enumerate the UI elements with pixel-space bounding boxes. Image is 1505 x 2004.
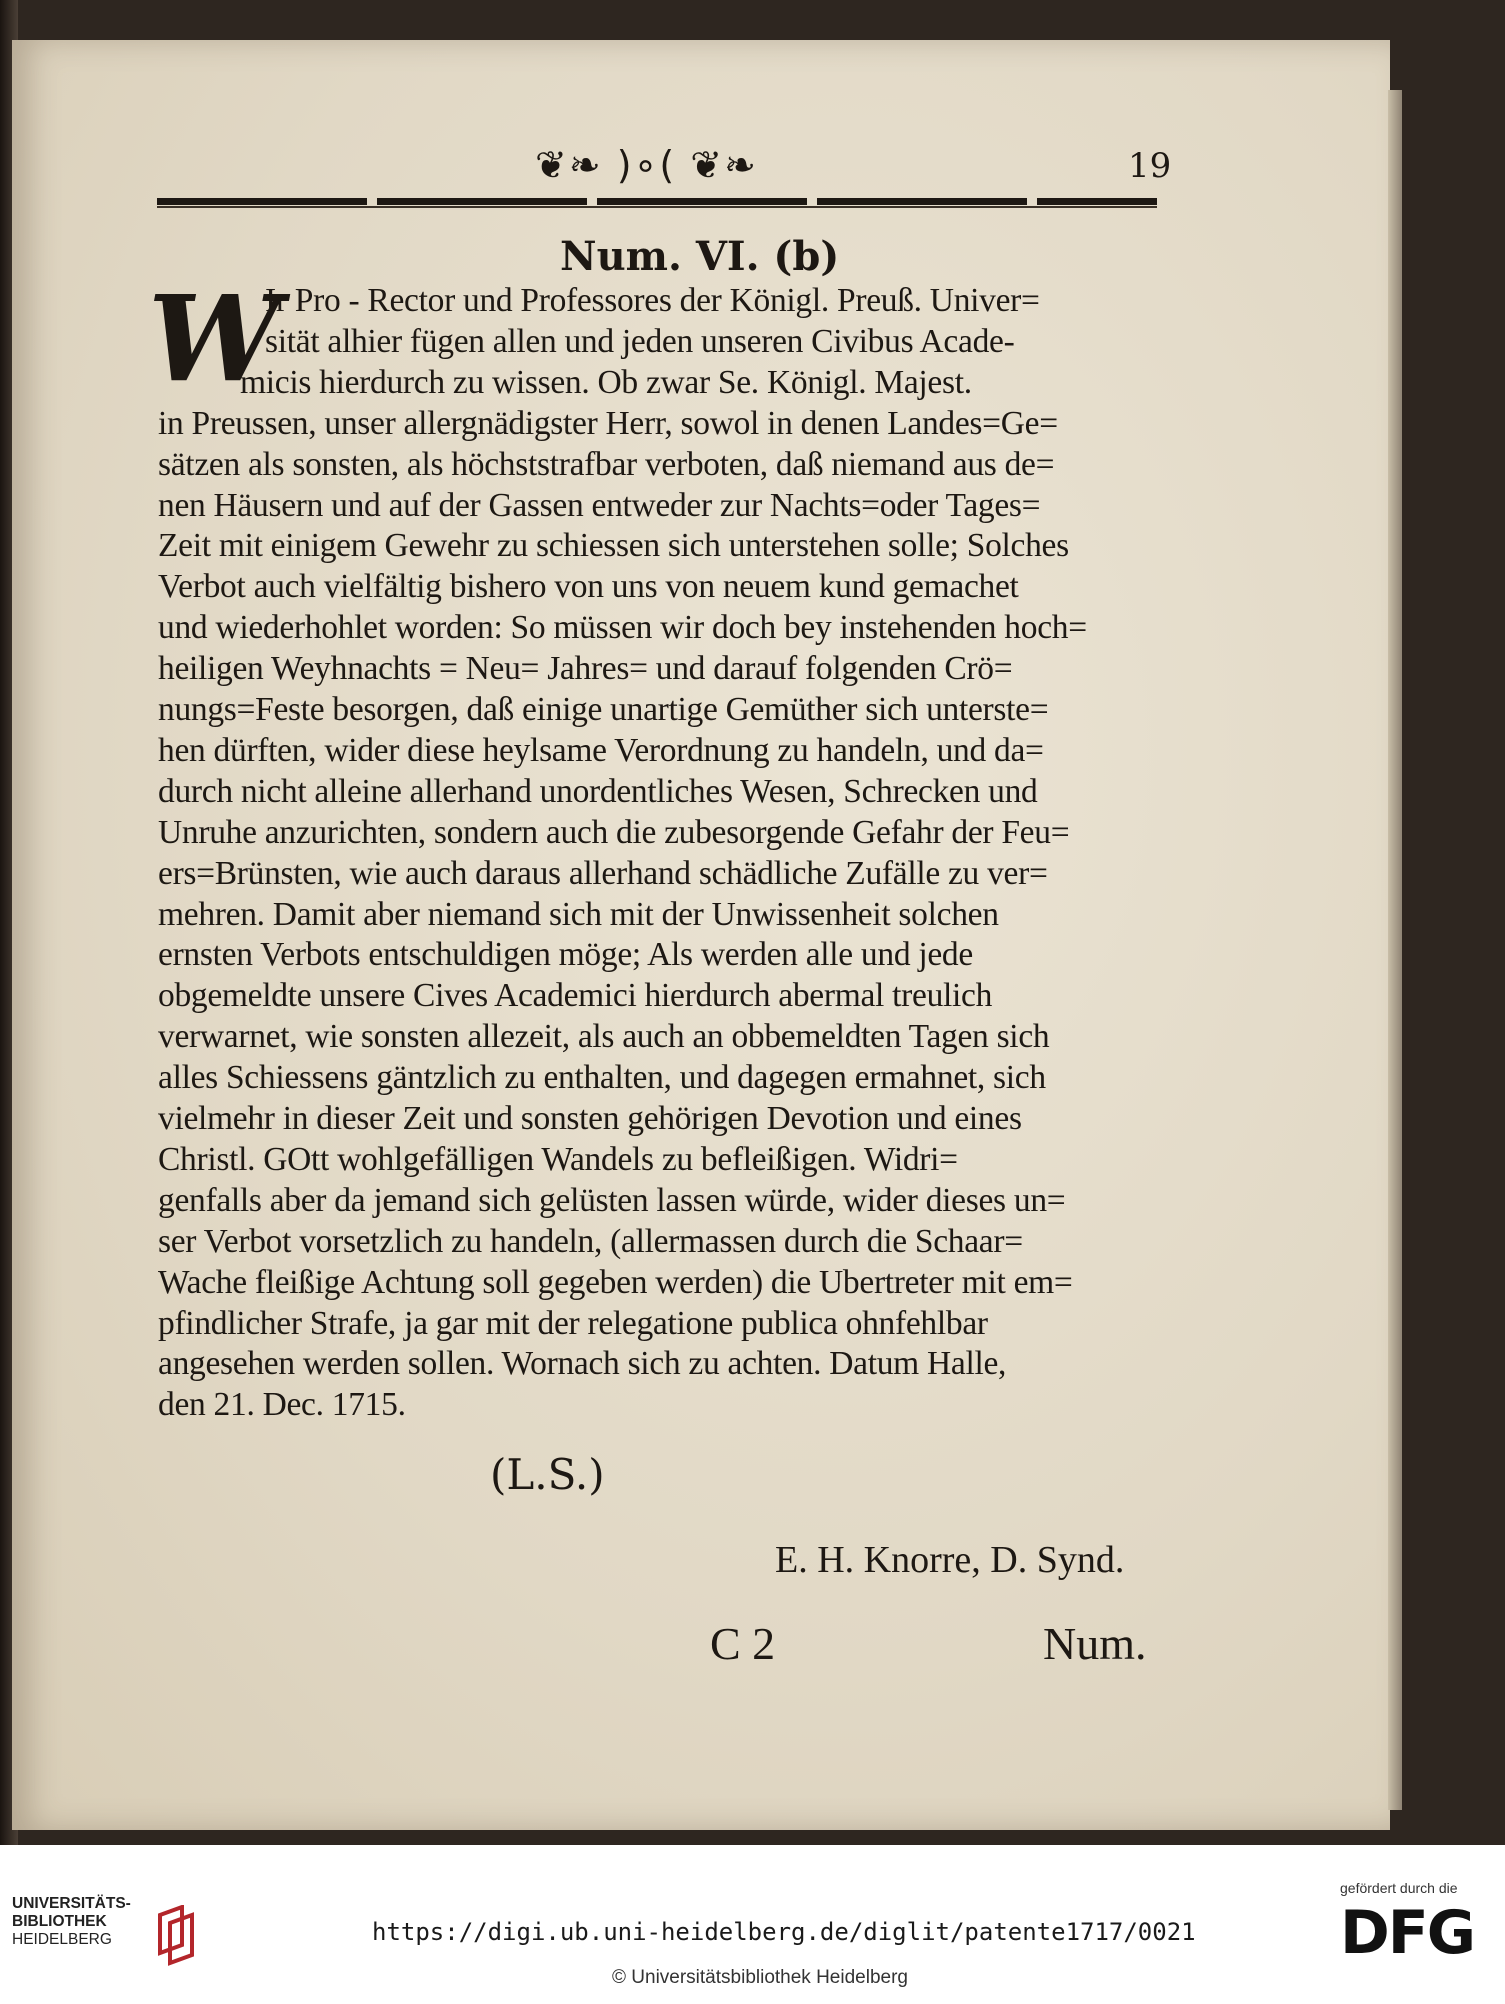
text-line: mehren. Damit aber niemand sich mit der Unwissenheit solchen: [158, 895, 999, 933]
text-line: Christl. GOtt wohlgefälligen Wandels zu befleißigen. Widri=: [158, 1140, 958, 1178]
text-line: Verbot auch vielfältig bishero von uns von neuem kund gemachet: [158, 568, 1019, 606]
text-line: ers=Brünsten, wie auch daraus allerhand schädliche Zufälle zu ver=: [158, 854, 1048, 892]
funding-label: gefördert durch die: [1340, 1880, 1458, 1896]
signature-mark: C 2: [710, 1618, 776, 1669]
text-line: nen Häusern und auf der Gassen entweder zur Nachts=oder Tages=: [158, 486, 1041, 524]
text-line: Wache fleißige Achtung soll gegeben werden) die Ubertreter mit em=: [158, 1263, 1073, 1301]
text-line: nungs=Feste besorgen, daß einige unartige Gemüther sich unterste=: [158, 691, 1049, 728]
header-rule-thin: [157, 206, 1157, 208]
catchword: Num.: [1043, 1618, 1147, 1669]
text-line: pfindlicher Strafe, ja gar mit der relegatione publica ohnfehlbar: [158, 1304, 988, 1342]
text-line: genfalls aber da jemand sich gelüsten lassen würde, wider dieses un=: [158, 1181, 1066, 1219]
signature: E. H. Knorre, D. Synd.: [775, 1539, 1125, 1581]
text-line: den 21. Dec. 1715.: [158, 1386, 406, 1424]
library-name-line1: UNIVERSITÄTS-: [12, 1895, 131, 1912]
text-line: Zeit mit einigem Gewehr zu schiessen sich unterstehen solle; Solches: [158, 527, 1069, 565]
drop-cap: W: [148, 269, 281, 408]
text-line: sätzen als sonsten, als höchststrafbar verboten, daß niemand aus de=: [158, 445, 1055, 483]
header-ornament: ❦❧ )∘( ❦❧: [535, 143, 758, 187]
header-rule: [157, 198, 1157, 205]
copyright-notice: © Universitätsbibliothek Heidelberg: [612, 1967, 908, 1988]
page-edge: [1388, 90, 1402, 1810]
text-line: obgemeldte unsere Cives Academici hierdurch abermal treulich: [158, 977, 993, 1015]
text-line: durch nicht alleine allerhand unordentliches Wesen, Schrecken und: [158, 772, 1038, 810]
text-line: vielmehr in dieser Zeit und sonsten gehörigen Devotion und eines: [158, 1100, 1022, 1137]
page-number: 19: [1128, 146, 1172, 186]
text-line: alles Schiessens gäntzlich zu enthalten, und dagegen ermahnet, sich: [158, 1059, 1046, 1097]
seal-mark: (L.S.): [490, 1450, 605, 1499]
section-heading: Num. VI. (b): [560, 233, 840, 280]
text-line: hen dürften, wider diese heylsame Verordnung zu handeln, und da=: [158, 731, 1044, 769]
text-line: in Preussen, unser allergnädigster Herr, sowol in denen Landes=Ge=: [158, 404, 1058, 442]
permalink-url[interactable]: https://digi.ub.uni-heidelberg.de/diglit/patente1717/0021: [372, 1918, 1196, 1946]
text-line: micis hierdurch zu wissen. Ob zwar Se. Königl. Majest.: [240, 363, 972, 401]
text-line: und wiederhohlet worden: So müssen wir doch bey instehenden hoch=: [158, 609, 1087, 647]
library-emblem-icon: [152, 1905, 202, 1967]
library-name-line2: BIBLIOTHEK: [12, 1913, 107, 1930]
text-line: heiligen Weyhnachts = Neu= Jahres= und darauf folgenden Crö=: [158, 650, 1013, 688]
text-line: Ir Pro - Rector und Professores der Königl. Preuß. Univer=: [265, 282, 1040, 319]
text-line: Unruhe anzurichten, sondern auch die zubesorgende Gefahr der Feu=: [158, 813, 1070, 851]
text-line: ernsten Verbots entschuldigen möge; Als werden alle und jede: [158, 936, 973, 974]
text-line: ser Verbot vorsetzlich zu handeln, (allermassen durch die Schaar=: [158, 1222, 1023, 1260]
library-name-line3: HEIDELBERG: [12, 1931, 112, 1948]
library-logo[interactable]: [12, 1895, 162, 1949]
text-line: sität alhier fügen allen und jeden unseren Civibus Acade-: [265, 322, 1015, 360]
text-line: angesehen werden sollen. Wornach sich zu achten. Datum Halle,: [158, 1345, 1007, 1383]
dfg-logo[interactable]: DFG: [1340, 1898, 1475, 1968]
text-line: verwarnet, wie sonsten allezeit, als auch an obbemeldten Tagen sich: [158, 1018, 1050, 1056]
